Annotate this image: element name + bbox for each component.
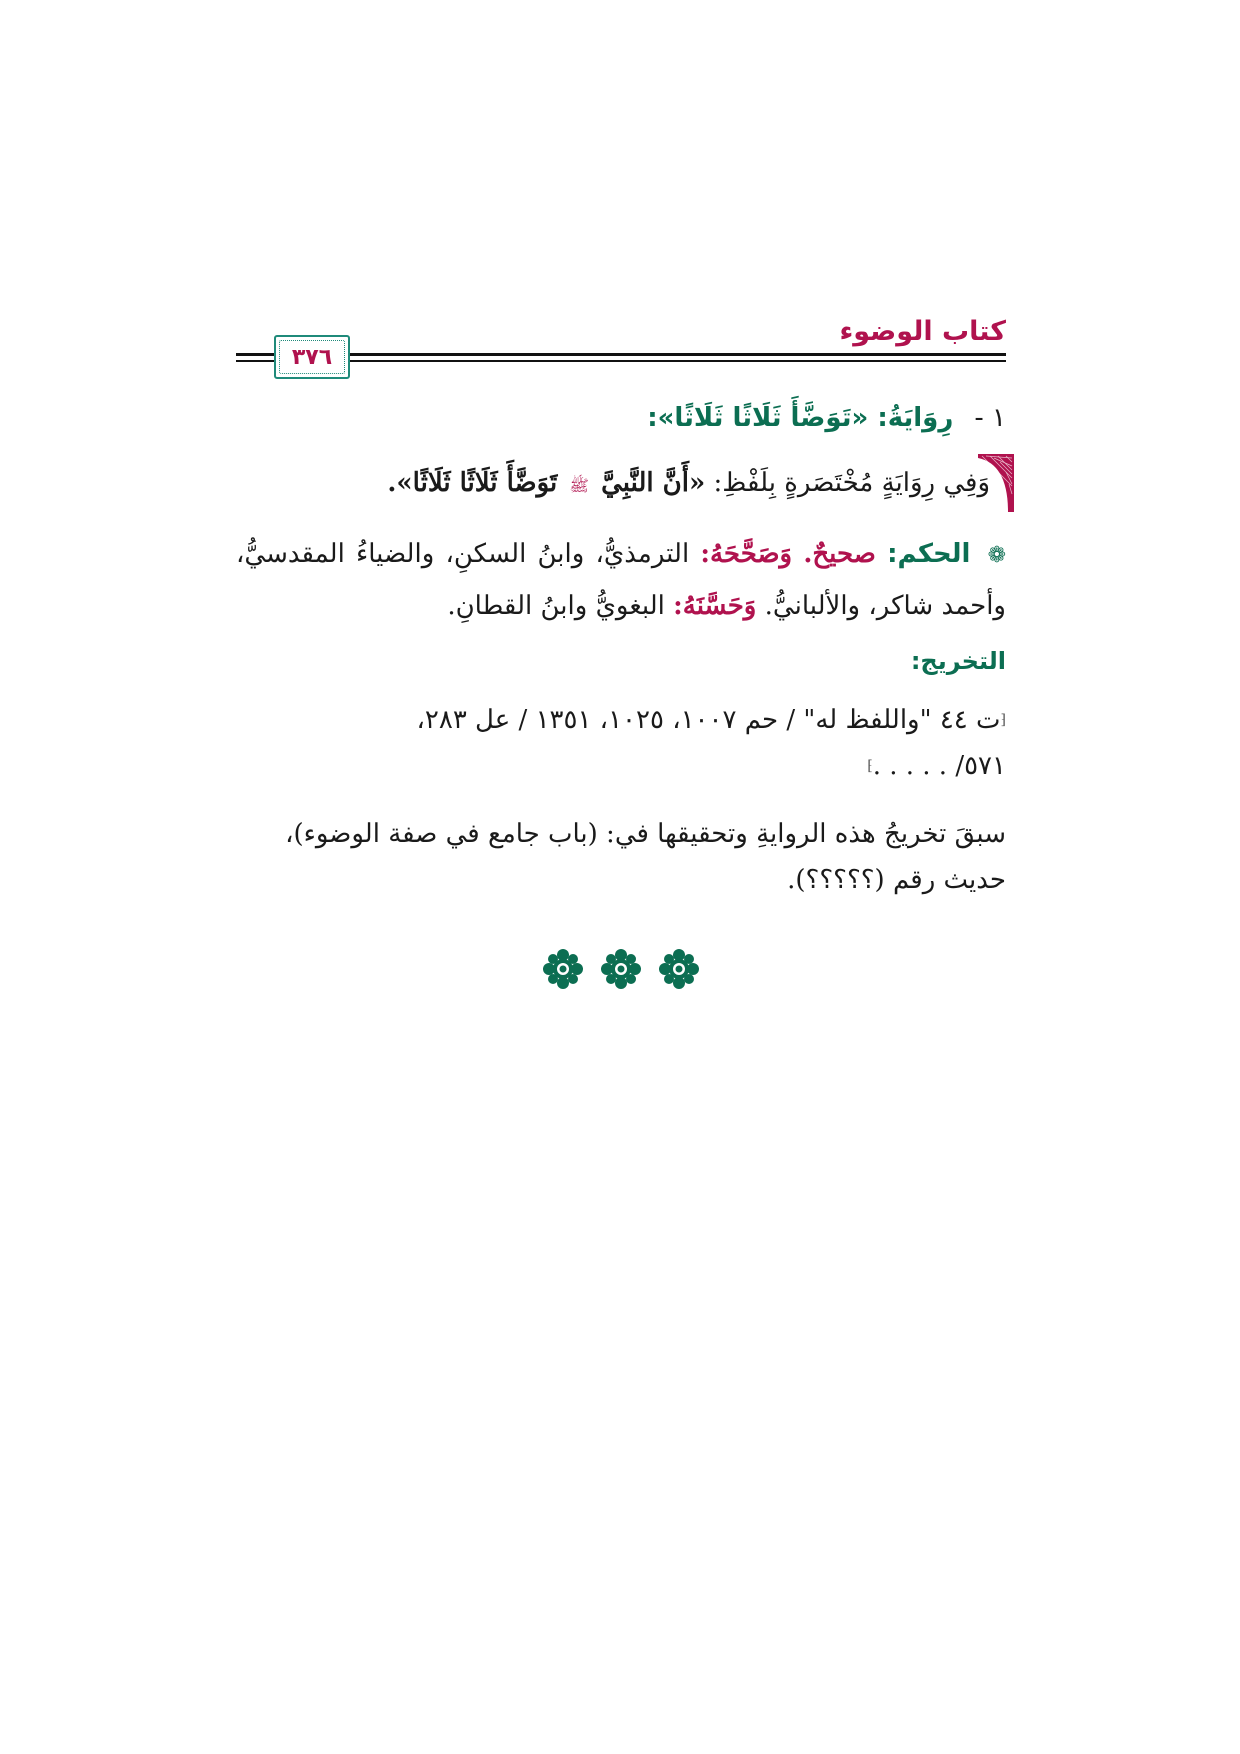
header-rule-thick <box>236 353 1006 356</box>
end-ornaments <box>236 949 1006 989</box>
document-page <box>236 312 1006 989</box>
book-title: كتاب الوضوء <box>839 316 1006 347</box>
ruling-paragraph <box>236 529 1006 631</box>
takhrij-line-2 <box>236 743 1006 789</box>
quote-intro: وَفِي رِوَايَةٍ مُخْتَصَرةٍ بِلَفْظِ: <box>713 468 990 498</box>
page-header <box>236 312 1006 382</box>
sahhahahu-label: وَصَحَّحَهُ: <box>700 539 793 569</box>
bracket-close-icon: ⁆ <box>867 758 873 774</box>
ruling-label: الحكم: <box>887 539 971 569</box>
flower-ornament-icon <box>659 949 699 989</box>
takhrij-line-1-text: ت ٤٤ "واللفظ له" / حم ١٠٠٧، ١٠٢٥، ١٣٥١ / عل ٢٨٣، <box>416 705 1001 735</box>
flower-ornament-icon <box>543 949 583 989</box>
sahhahahu-list: الترمذيُّ، وابنُ السكنِ، والضياءُ المقدسيُّ، وأحمد شاكر، والألبانيُّ. <box>236 539 1006 621</box>
section-title: رِوَايَةُ: «تَوَضَّأَ ثَلَاثًا ثَلَاثًا»: <box>647 403 954 433</box>
takhrij-line-1 <box>236 697 1006 743</box>
cross-reference-note: سبقَ تخريجُ هذه الروايةِ وتحقيقها في: (باب جامع في صفة الوضوء)، حديث رقم (؟؟؟؟؟). <box>285 819 1006 895</box>
quote-body-a: «أَنَّ النَّبِيَّ <box>601 468 706 498</box>
takhrij-heading: التخريج: <box>910 647 1006 675</box>
page-number-frame <box>274 335 350 379</box>
section-heading <box>236 398 1006 438</box>
ruling-verdict: صحيحٌ. <box>803 539 876 569</box>
section-number: ١ - <box>974 403 1006 433</box>
hassanahu-label: وَحَسَّنَهُ: <box>673 591 757 621</box>
page-number: ٣٧٦ <box>291 344 333 370</box>
flower-ornament-icon: ❁ <box>987 543 1007 568</box>
salutation-glyph: ﷺ <box>569 476 589 495</box>
hadith-quote <box>236 462 1006 507</box>
quote-text <box>236 462 990 507</box>
takhrij-line-2-text: ٥٧١/ . . . . . <box>872 751 1006 781</box>
header-rule-thin <box>236 360 1006 362</box>
hassanahu-list: البغويُّ وابنُ القطانِ. <box>447 591 665 621</box>
quote-body-b: تَوَضَّأَ ثَلَاثًا ثَلَاثًا». <box>387 468 558 498</box>
flower-ornament-icon <box>601 949 641 989</box>
corner-lattice-icon <box>978 454 1014 512</box>
takhrij-text <box>236 697 1006 789</box>
bracket-open-icon: ⁅ <box>1000 712 1006 728</box>
